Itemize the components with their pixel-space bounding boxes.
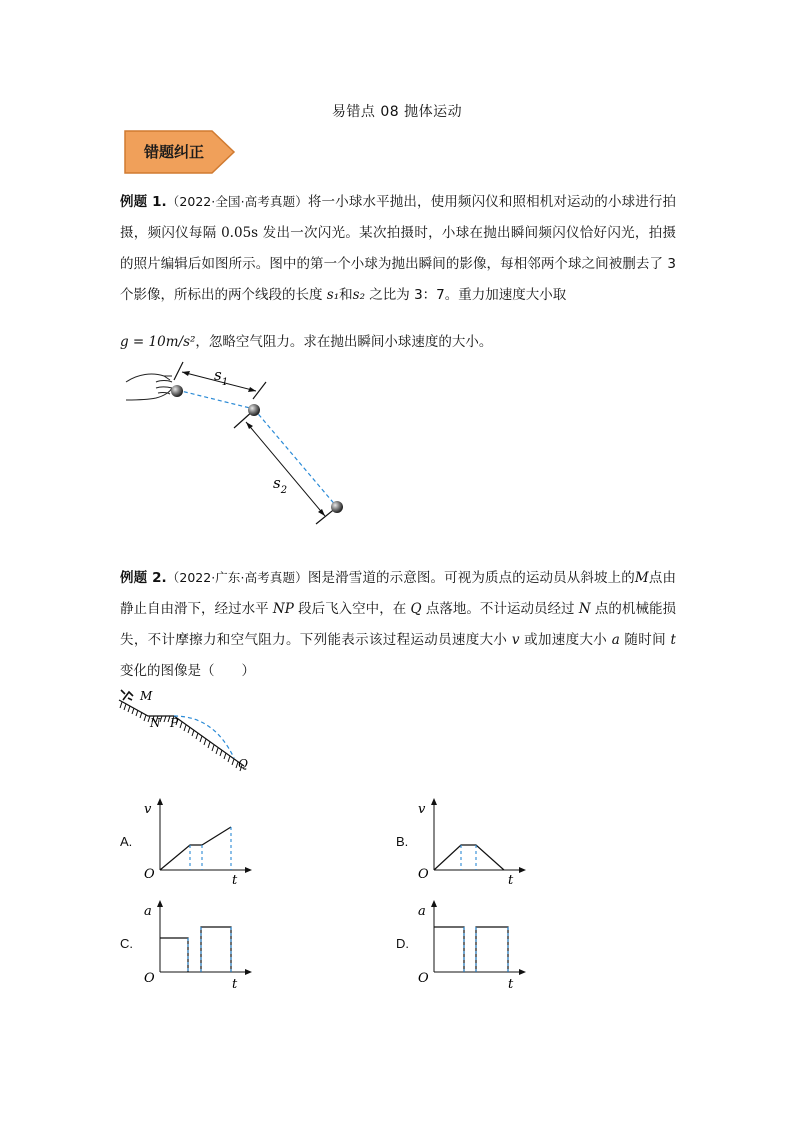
s1-arrow-left (182, 371, 190, 376)
option-a-graph[interactable] (140, 794, 260, 888)
option-b-label[interactable]: B. (396, 834, 409, 849)
option-c-y-axis-label: a (144, 904, 152, 919)
option-b-graph[interactable] (414, 794, 534, 888)
example1-source: （2022·全国·高考真题） (166, 194, 308, 209)
hand-icon (126, 374, 172, 400)
label-P: P (170, 716, 179, 730)
option-d-origin: O (418, 971, 429, 986)
example1-lead: 例题 1. (120, 194, 167, 210)
option-d-graph[interactable] (414, 896, 534, 990)
section-badge (124, 130, 236, 174)
label-N: N (150, 716, 161, 730)
s1-label: $s_1$ (214, 366, 229, 388)
s2-arrow-bottom (318, 509, 325, 516)
option-c-label[interactable]: C. (120, 936, 133, 951)
ski-slope-figure (114, 686, 264, 776)
trajectory-dash-1 (177, 390, 254, 409)
option-b-y-axis-label: v (418, 802, 426, 817)
trajectory-dash-2 (254, 409, 337, 507)
ball-1 (171, 385, 183, 397)
option-c-segment-1 (160, 938, 188, 972)
option-d-y-axis-label: a (418, 904, 426, 919)
option-c-x-axis-label: t (232, 977, 238, 990)
example1-text: 例题 1.（2022·全国·高考真题）将一小球水平抛出，使用频闪仪和照相机对运动的小球进行拍摄，频闪仪每隔 0.05s 发出一次闪光。某次拍摄时，小球在抛出瞬间频闪仪恰好闪光，拍摄的照片编辑后如图所示。图中的第一个小球为抛出瞬间的影像，每相邻两个球之间被删去了 3 个影像，所标出的两个线段的长度 s₁和s₂ 之比为 3：7。重力加速度大小取 (120, 194, 676, 303)
option-d-segment-2 (476, 927, 508, 972)
example1-text-line5: g = 10m/s²，忽略空气阻力。求在抛出瞬间小球速度的大小。 (120, 334, 493, 350)
example2-text: 例题 2.（2022·广东·高考真题）图是滑雪道的示意图。可视为质点的运动员从斜坡上的M点由静止自由滑下，经过水平 NP 段后飞入空中，在 Q 点落地。不计运动员经过 N 点的机械能损失，不计摩擦力和空气阻力。下列能表示该过程运动员速度大小 v 或加速度大小 a 随时间 t 变化的图像是（ ） (120, 570, 677, 679)
option-a-x-axis-label: t (232, 873, 238, 888)
option-c-segment-2 (201, 927, 231, 972)
slope-hatching (120, 702, 242, 771)
option-a-origin: O (144, 867, 155, 882)
s2-label: $s_2$ (273, 474, 288, 496)
page-title: 易错点 08 抛体运动 (331, 104, 463, 120)
example2-source: （2022·广东·高考真题） (166, 570, 308, 585)
option-b-x-axis-label: t (508, 873, 514, 888)
option-d-segment-1 (434, 927, 464, 972)
option-d-x-axis-label: t (508, 977, 514, 990)
option-d-label[interactable]: D. (396, 936, 409, 951)
gravity-value: g = 10m/s² (120, 334, 196, 350)
option-b-origin: O (418, 867, 429, 882)
ball-2 (248, 404, 260, 416)
s2-dimension-line (246, 422, 325, 516)
option-a-label[interactable]: A. (120, 834, 133, 849)
label-M: M (140, 689, 153, 703)
s1-arrow-right (248, 387, 256, 392)
example2-lead: 例题 2. (120, 570, 167, 586)
s1-tick-left (174, 362, 183, 380)
ball-3 (331, 501, 343, 513)
badge-label: 错题纠正 (143, 143, 204, 161)
option-b-curve (434, 845, 504, 870)
option-a-y-axis-label: v (144, 802, 152, 817)
option-c-graph[interactable] (140, 896, 260, 990)
option-c-origin: O (144, 971, 155, 986)
s2-arrow-top (246, 422, 253, 429)
option-a-curve (160, 827, 231, 870)
label-Q: Q (238, 757, 248, 771)
skier-icon (121, 690, 133, 700)
example1-figure (120, 360, 360, 530)
